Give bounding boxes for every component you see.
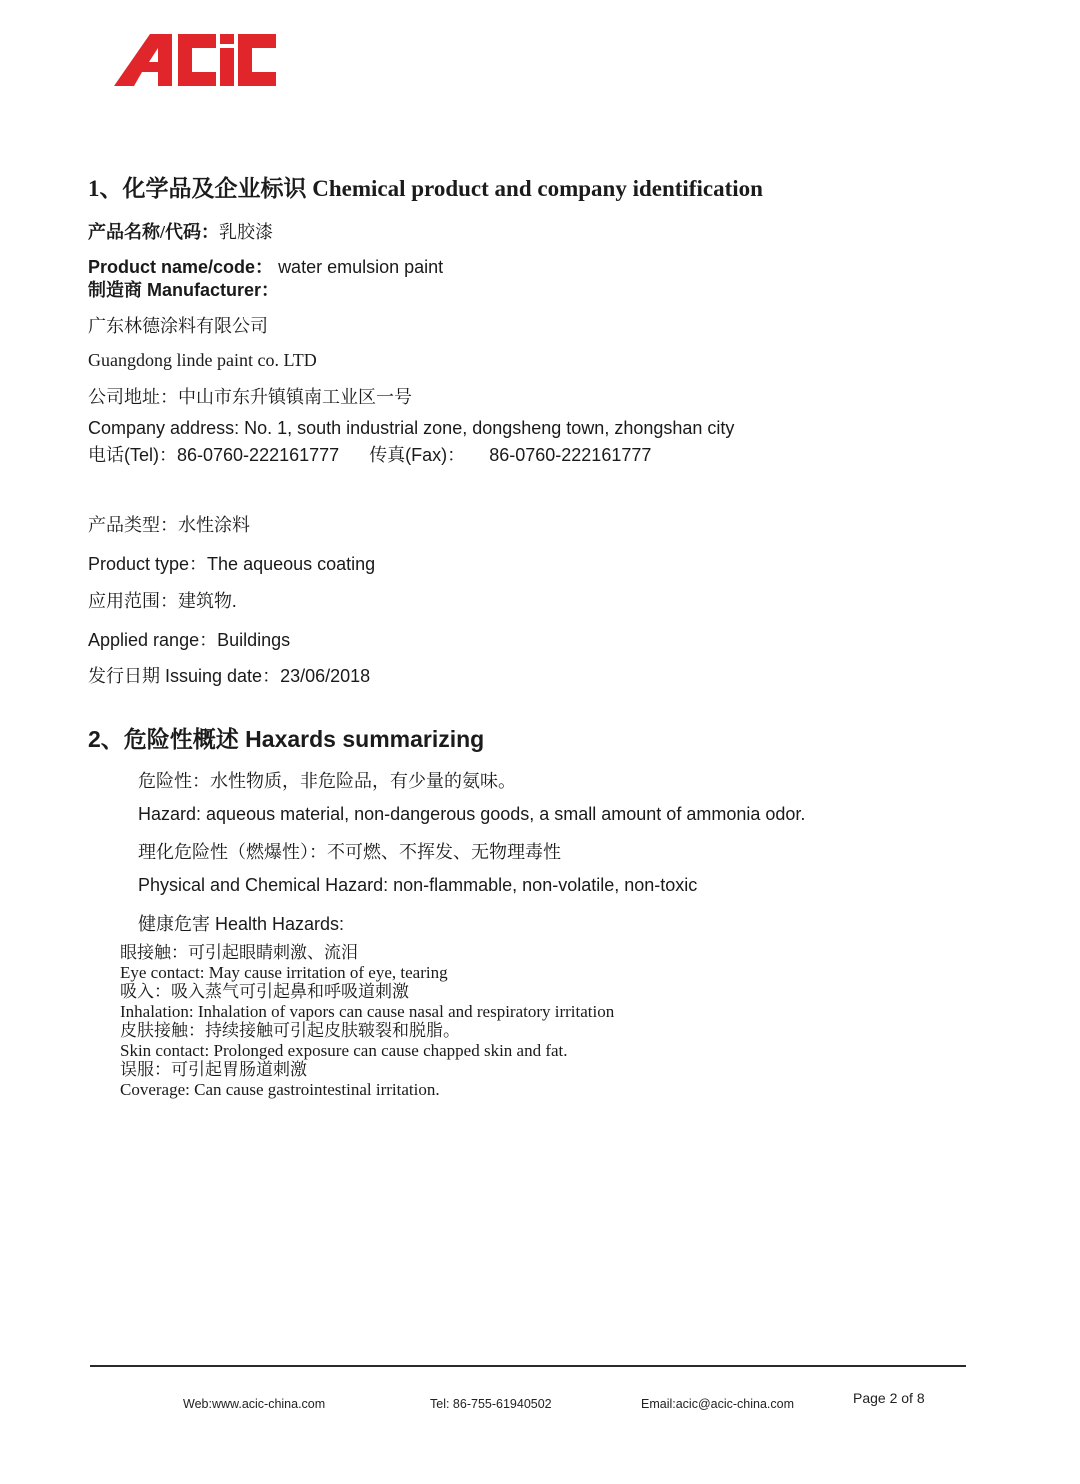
fax-label: 传真(Fax)： [369,445,466,465]
health-line-ingestion-cn: 误服：可引起胃肠道刺激 [120,1060,307,1079]
tel-value: 86-0760-222161777 [177,445,340,465]
health-line-inhalation-cn: 吸入：吸入蒸气可引起鼻和呼吸道刺激 [120,982,409,1001]
product-type-cn: 产品类型：水性涂料 [88,515,250,535]
product-name-cn-label: 产品名称/代码： [88,222,220,242]
tel-label: 电话(Tel)： [88,445,177,465]
health-hazards-heading: 健康危害 Health Hazards: [138,914,345,934]
health-line-eye-en: Eye contact: May cause irritation of eye, tearing [120,962,448,982]
page-number: Page 2 of 8 [853,1390,925,1406]
manufacturer-cn: 广东林德涂料有限公司 [88,316,268,336]
hazard-cn: 危险性：水性物质，非危险品，有少量的氨味。 [138,771,516,791]
product-type-en: Product type：The aqueous coating [88,554,376,574]
applied-range-en: Applied range：Buildings [88,630,291,650]
applied-range-cn: 应用范围：建筑物. [88,591,237,611]
health-line-skin-en: Skin contact: Prolonged exposure can cause chapped skin and fat. [120,1040,568,1060]
health-line-inhalation-en: Inhalation: Inhalation of vapors can cause nasal and respiratory irritation [120,1001,615,1021]
section2-heading: 2、危险性概述 Haxards summarizing [88,726,485,752]
product-name-en-value: water emulsion paint [278,257,444,277]
product-name-en-label: Product name/code： [88,257,274,277]
footer-tel: Tel: 86-755-61940502 [430,1397,552,1411]
physchem-en: Physical and Chemical Hazard: non-flammable, non-volatile, non-toxic [138,875,698,895]
address-cn: 公司地址：中山市东升镇镇南工业区一号 [88,387,412,407]
footer-web: Web:www.acic-china.com [183,1397,326,1411]
footer-email: Email:acic@acic-china.com [641,1397,795,1411]
address-en: Company address: No. 1, south industrial zone, dongsheng town, zhongshan city [88,418,735,438]
health-line-eye-cn: 眼接触：可引起眼睛刺激、流泪 [120,943,358,962]
manufacturer-en: Guangdong linde paint co. LTD [88,350,317,370]
acic-logo [112,30,282,90]
manufacturer-label: 制造商 Manufacturer： [88,280,280,300]
product-name-cn-value: 乳胶漆 [219,222,274,242]
health-line-skin-cn: 皮肤接触：持续接触可引起皮肤皲裂和脱脂。 [120,1021,460,1040]
health-line-ingestion-en: Coverage: Can cause gastrointestinal irritation. [120,1079,440,1099]
fax-value: 86-0760-222161777 [489,445,652,465]
tel-fax-line [88,441,651,467]
hazard-en: Hazard: aqueous material, non-dangerous goods, a small amount of ammonia odor. [138,804,806,824]
health-hazards-list [120,943,614,1099]
physchem-cn: 理化危险性（燃爆性）：不可燃、不挥发、无物理毒性 [138,842,561,862]
issuing-date: 发行日期 Issuing date：23/06/2018 [88,666,371,686]
acic-logo-mark [112,30,282,90]
section1-heading: 1、化学品及企业标识 Chemical product and company identification [88,176,763,201]
product-name-cn [88,218,273,244]
footer-divider [90,1365,966,1367]
